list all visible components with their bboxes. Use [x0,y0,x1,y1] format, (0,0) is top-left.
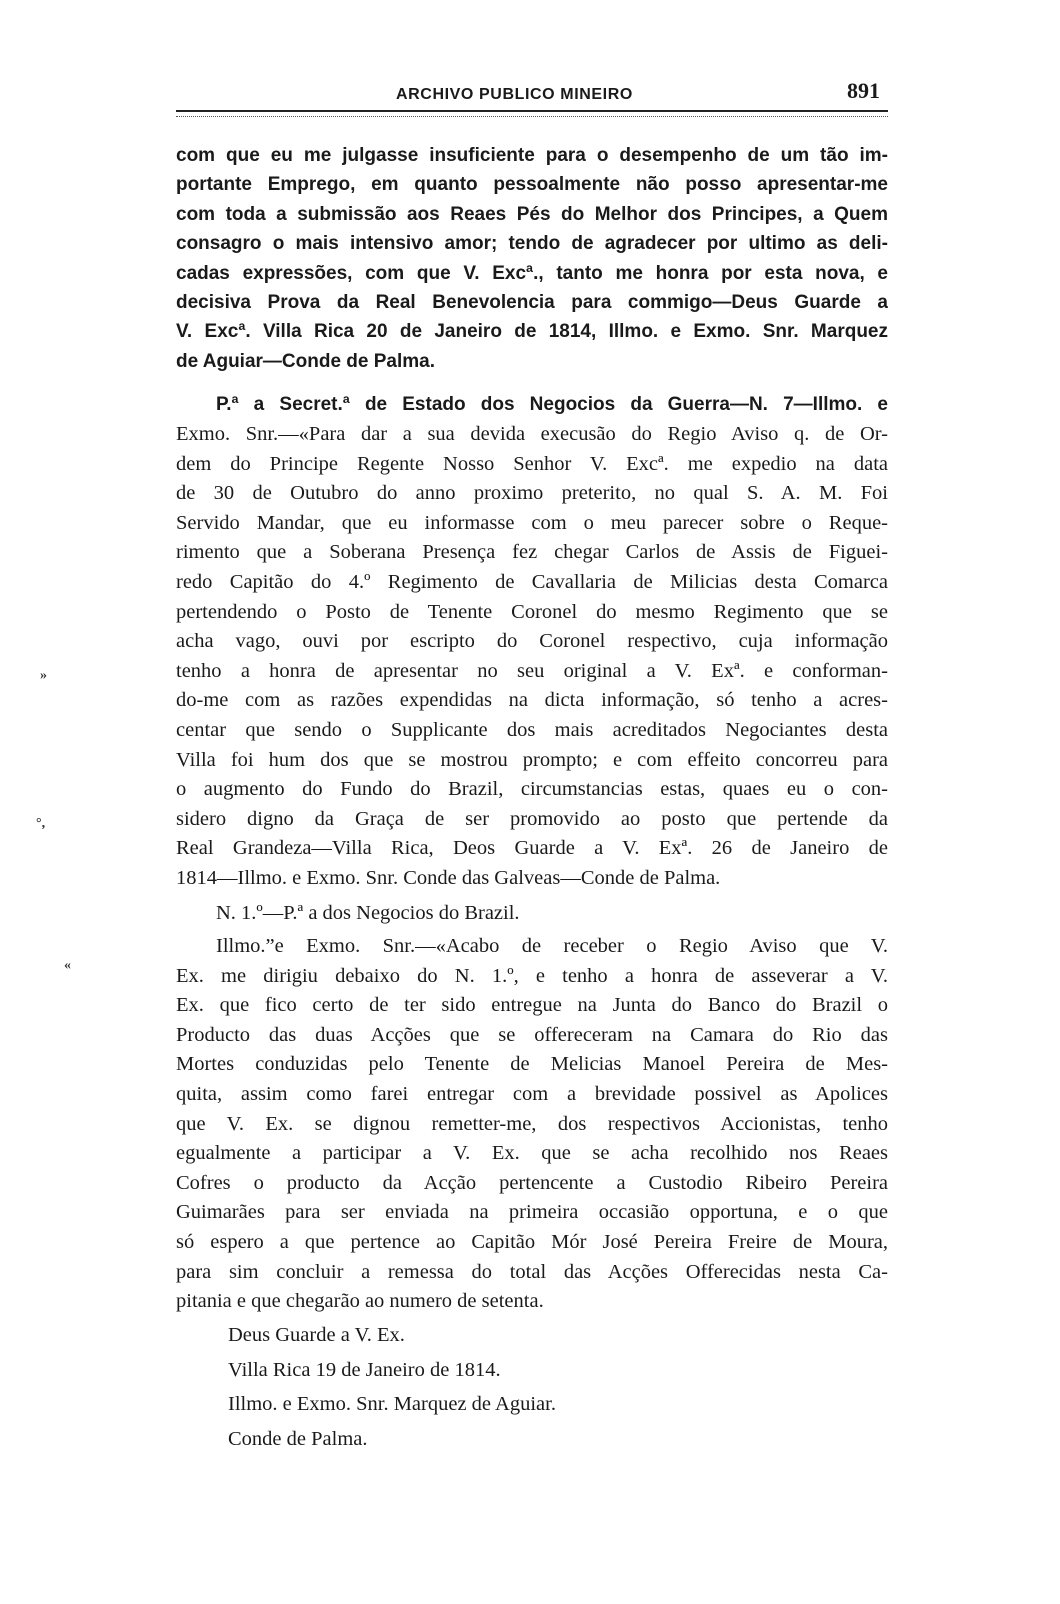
closing-line: Deus Guarde a V. Ex. [228,1324,405,1346]
text-line: Exmo. Snr.—«Para dar a sua devida execusão do Regio Aviso q. de Or- [176,423,888,445]
text-line: Mortes conduzidas pelo Tenente de Melicias Manoel Pereira de Mes- [176,1053,888,1076]
text-line: o augmento do Fundo do Brazil, circumstancias estas, quaes eu o con- [176,778,888,801]
text-line: Cofres o producto da Acção pertencente a Custodio Ribeiro Pereira [176,1171,888,1194]
closing-line: Conde de Palma. [228,1427,368,1450]
text-line: pitania e que chegarão ao numero de setenta. [176,1290,544,1313]
margin-mark: « [64,958,71,973]
text-line: egualmente a participar a V. Ex. que se acha recolhido nos Reaes [176,1142,888,1165]
text-line: V. Excª. Villa Rica 20 de Janeiro de 1814, Illmo. e Exmo. Snr. Marquez [176,321,888,343]
paragraph-2 [176,420,888,894]
running-header [176,74,888,108]
text-line: consagro o mais intensivo amor; tendo de agradecer por ultimo as deli- [176,233,888,255]
text-line: do-me com as razões expendidas na dicta informação, só tenho a acres- [176,689,888,712]
paragraph-3-heading [176,899,888,929]
closing-line: Illmo. e Exmo. Snr. Marquez de Aguiar. [228,1393,556,1415]
text-line: cadas expressões, com que V. Excª., tanto me honra por esta nova, e [176,262,888,284]
text-line: que V. Ex. se dignou remetter-me, dos respectivos Accionistas, tenho [176,1112,888,1135]
margin-mark: °, [36,816,46,831]
text-line: pertendendo o Posto de Tenente Coronel do mesmo Regimento que se [176,600,888,623]
text-line: decisiva Prova da Real Benevolencia para commigo—Deus Guarde a [176,292,888,314]
text-line: de 30 de Outubro do anno proximo preterito, no qual S. A. M. Foi [176,482,888,505]
text-line: Guimarães para ser enviada na primeira occasião opportuna, e o que [176,1201,888,1224]
closing-line: Villa Rica 19 de Janeiro de 1814. [228,1358,501,1381]
text-line: dem do Principe Regente Nosso Senhor V. Excª. me expedio na data [176,452,888,475]
text-line: N. 1.º—P.ª a dos Negocios do Brazil. [216,902,520,924]
page-number: 891 [847,78,880,103]
text-line: sidero digno da Graça de ser promovido ao posto que pertende da [176,807,888,830]
text-line: centar que sendo o Supplicante dos mais acreditados Negociantes desta [176,718,888,741]
text-line: para sim concluir a remessa do total das Acções Offerecidas nesta Ca- [176,1260,888,1283]
text-line: só espero a que pertence ao Capitão Mór José Pereira Freire de Moura, [176,1230,888,1253]
text-line: portante Emprego, em quanto pessoalmente não posso apresentar-me [176,174,888,196]
paragraph-3 [176,932,888,1317]
paragraph-1 [176,141,888,376]
text-line: tenho a honra de apresentar no seu original a V. Exª. e conforman- [176,659,888,682]
closing-block [228,1318,556,1456]
text-line: 1814—Illmo. e Exmo. Snr. Conde das Galveas—Conde de Palma. [176,866,721,889]
text-line: P.ª a Secret.ª de Estado dos Negocios da Guerra—N. 7—Illmo. e [216,394,888,415]
margin-mark: » [40,668,47,683]
text-line: Producto das duas Acções que se offereceram na Camara do Rio das [176,1023,888,1046]
header-rule [176,110,888,117]
text-line: quita, assim como farei entregar com a brevidade possivel as Apolices [176,1082,888,1105]
text-line: Servido Mandar, que eu informasse com o meu parecer sobre o Reque- [176,511,888,534]
text-line: de Aguiar—Conde de Palma. [176,350,436,372]
text-line: Villa foi hum dos que se mostrou prompto; e com effeito concorreu para [176,748,888,771]
text-line: Real Grandeza—Villa Rica, Deos Guarde a V. Exª. 26 de Janeiro de [176,837,888,860]
text-line: redo Capitão do 4.º Regimento de Cavallaria de Milicias desta Comarca [176,570,888,593]
text-line: rimento que a Soberana Presença fez chegar Carlos de Assis de Figuei- [176,541,888,564]
paragraph-2-heading [176,390,888,419]
text-line: Illmo.”e Exmo. Snr.—«Acabo de receber o Regio Aviso que V. [216,935,888,957]
text-line: acha vago, ouvi por escripto do Coronel respectivo, cuja informação [176,630,888,653]
text-line: Ex. me dirigiu debaixo do N. 1.º, e tenho a honra de asseverar a V. [176,964,888,987]
text-line: com que eu me julgasse insuficiente para o desempenho de um tão im- [176,145,888,166]
header-title: ARCHIVO PUBLICO MINEIRO [396,86,633,103]
text-line: com toda a submissão aos Reaes Pés do Melhor dos Principes, a Quem [176,203,888,225]
text-line: Ex. que fico certo de ter sido entregue na Junta do Banco do Brazil o [176,994,888,1017]
